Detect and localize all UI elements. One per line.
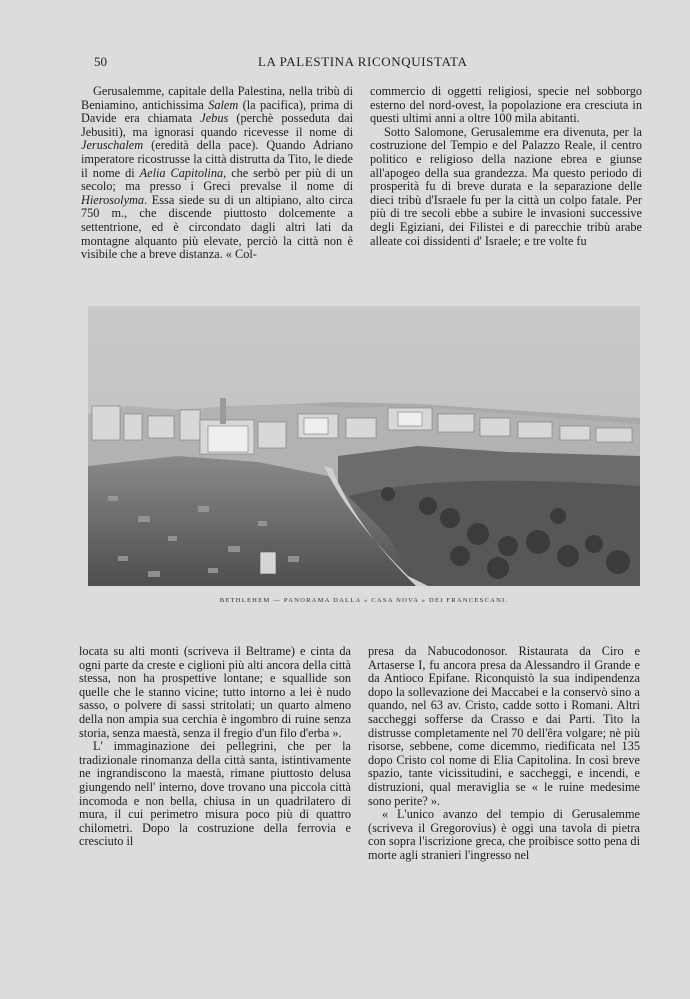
paragraph: Sotto Salomone, Gerusalemme era divenuta, per la costruzione del Tempio e del Palazzo Reale, il centro politico e religioso della nazione ebrea e giunse all'apogeo della sua grandezza. Ma questo periodo di prosperità fu di breve durata e la separazione delle dieci tribù d'Israele fu per la città un colpo fatale. Per più di tre secoli ebbe a subire le invasioni successive degli Egiziani, dei Filistei e di parecchie tribù arabe alleate coi dissidenti d' Israele; e tre volte fu bbox=[370, 124, 642, 248]
page-number: 50 bbox=[94, 54, 107, 69]
lower-left-column bbox=[79, 645, 351, 849]
paragraph: Gerusalemme, capitale della Palestina, nella tribù di Beniamino, antichissima Salem (la pacifica), prima di Davide era chiamata Jebus (perchè posseduta dai Jebusiti), ma ignorasi quando ricevesse il nome di Jeruschalem (eredità della pace). Quando Adriano imperatore ricostrusse la città distrutta da Tito, le diede il nome di Aelia Capitolina, che serbò per più di un secolo; ma presso i Greci prevalse il nome di Hierosolyma. Essa siede su di un altipiano, alto circa 750 m., che discende piuttosto dolcemente a settentrione, ed è circondato dagli altri lati da montagne alquanto più elevate, perciò la città non è visibile che a breve distanza. « Col- bbox=[81, 84, 354, 262]
figure-caption: BETHLEHEM — PANORAMA DALLA « CASA NOVA » DEI FRANCESCANI. bbox=[219, 597, 509, 604]
page-header bbox=[0, 54, 690, 74]
running-title: LA PALESTINA RICONQUISTATA bbox=[258, 54, 468, 69]
paragraph: locata su alti monti (scriveva il Beltrame) e cinta da ogni parte da creste e ciglioni più alti ancora della città stessa, non ha prospettive lontane; e squallide son quelle che le stanno vicine; tutto intorno a lei è nudo sasso, o polvere di sassi stritolati; un quarto almeno della non ampia sua cerchia è ingombro di ruine senza storia, senza maestà, senza il fregio d'un filo d'erba ». bbox=[79, 644, 351, 740]
paragraph: commercio di oggetti religiosi, specie nel sobborgo esterno del nord-ovest, la popolazione era cresciuta in questi ultimi anni a oltre 100 mila abitanti. bbox=[370, 84, 642, 126]
panorama-image bbox=[88, 306, 640, 586]
paragraph: « L'unico avanzo del tempio di Gerusalemme (scriveva il Gregorovius) è oggi una tavola di pietra con sopra l'iscrizione greca, che proibisce sotto pena di morte agli stranieri l'ingresso nel bbox=[368, 807, 640, 862]
panorama-photograph bbox=[88, 306, 640, 586]
paragraph: L' immaginazione dei pellegrini, che per la tradizionale rinomanza della città santa, istintivamente ne ingrandiscono la maestà, rimane piuttosto delusa giungendo nell' interno, dove trovano una piccola città incomoda e non bella, chiusa in un quadrilatero di mura, il cui perimetro misura poco più di quattro chilometri. Dopo la costruzione della ferrovia e cresciuto il bbox=[79, 739, 351, 849]
upper-right-column bbox=[370, 85, 642, 248]
paragraph: presa da Nabucodonosor. Ristaurata da Ciro e Artaserse I, fu ancora presa da Alessandro il Grande e da Antioco Epifane. Riconquistò la sua indipendenza dopo la sollevazione dei Maccabei e la conservò sino a quando, nel 63 av. Cristo, cadde sotto i Romani. Altri saccheggi sofferse da Crasso e dai Parti. Tito la distrusse completamente nel 70 dell'êra volgare; nè più risorse, sebbene, come dicemmo, riedificata nel 135 dopo Cristo col nome di Elia Capitolina. In così breve spazio, tante vicissitudini, e saccheggi, e incendi, e distruzioni, qual meraviglia se « le ruine medesime sono perite? ». bbox=[368, 644, 640, 808]
lower-right-column bbox=[368, 645, 640, 863]
upper-left-column bbox=[81, 85, 353, 262]
